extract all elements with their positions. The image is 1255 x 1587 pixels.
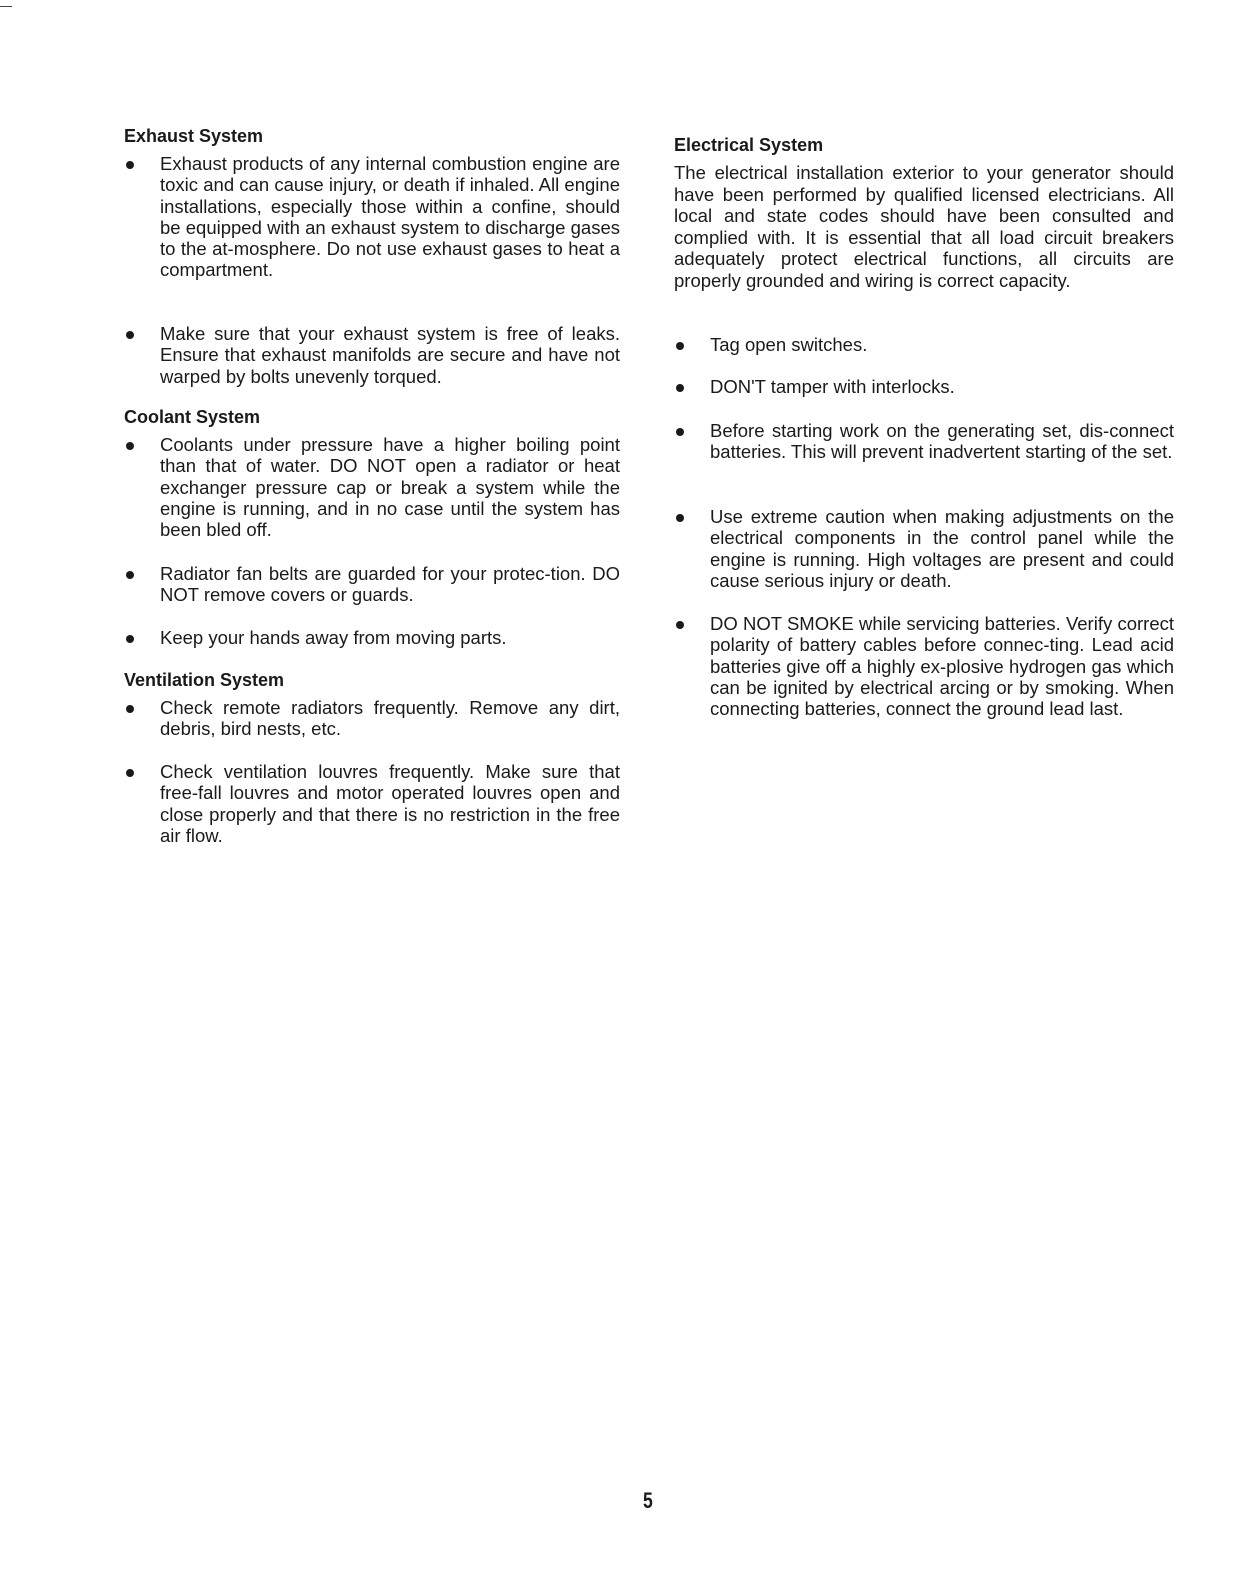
ventilation-bullet-2-text: Check ventilation louvres frequently. Make sure that free-fall louvres and motor operated louvres open and close properly and that there is no restriction in the free air flow.	[160, 761, 620, 846]
page-number: 5	[643, 1488, 653, 1513]
bullet-icon	[676, 428, 684, 436]
exhaust-bullet-2	[124, 323, 620, 387]
electrical-bullet-1	[674, 334, 1174, 355]
electrical-system-heading: Electrical System	[674, 135, 824, 155]
bullet-icon	[676, 342, 684, 350]
electrical-bullet-2	[674, 376, 1174, 397]
electrical-bullet-2-text: DON'T tamper with interlocks.	[710, 376, 955, 397]
electrical-bullet-5	[674, 613, 1174, 719]
coolant-bullet-3	[124, 627, 620, 648]
coolant-bullet-2-text: Radiator fan belts are guarded for your protec-tion. DO NOT remove covers or guards.	[160, 563, 620, 606]
bullet-icon	[126, 769, 134, 777]
bullet-icon	[676, 514, 684, 522]
electrical-bullet-1-text: Tag open switches.	[710, 334, 868, 355]
coolant-bullet-1	[124, 434, 620, 540]
bullet-icon	[126, 705, 134, 713]
bullet-icon	[126, 571, 134, 579]
coolant-bullet-1-text: Coolants under pressure have a higher boiling point than that of water. DO NOT open a radiator or heat exchanger pressure cap or break a system while the engine is running, and in no case until the system has been bled off.	[160, 434, 620, 541]
bullet-icon	[126, 635, 134, 643]
ventilation-bullet-1-text: Check remote radiators frequently. Remove any dirt, debris, bird nests, etc.	[160, 697, 620, 740]
bullet-icon	[126, 442, 134, 450]
bullet-icon	[126, 161, 134, 169]
bullet-icon	[676, 621, 684, 629]
bullet-icon	[676, 384, 684, 392]
ventilation-bullet-2	[124, 761, 620, 846]
exhaust-bullet-1-text: Exhaust products of any internal combustion engine are toxic and can cause injury, or death if inhaled. All engine installations, especially those within a confine, should be equipped with an exhaust system to discharge gases to the at-mosphere. Do not use exhaust gases to heat a compartment.	[160, 153, 620, 281]
ventilation-bullet-1	[124, 697, 620, 740]
electrical-bullet-5-text: DO NOT SMOKE while servicing batteries. Verify correct polarity of battery cables before connec-ting. Lead acid batteries give off a highly ex-plosive hydrogen gas which can be ignited by electrical arcing or by smoking. When connecting batteries, connect the ground lead last.	[710, 613, 1174, 720]
electrical-bullet-4-text: Use extreme caution when making adjustments on the electrical components in the control panel while the engine is running. High voltages are present and could cause serious injury or death.	[710, 506, 1174, 591]
electrical-bullet-4	[674, 506, 1174, 591]
electrical-intro-paragraph: The electrical installation exterior to your generator should have been performed by qualified licensed electricians. All local and state codes should have been consulted and complied with. It is essential that all load circuit breakers adequately protect electrical functions, all circuits are properly grounded and wiring is correct capacity.	[674, 162, 1174, 291]
coolant-bullet-3-text: Keep your hands away from moving parts.	[160, 627, 507, 648]
electrical-bullet-3-text: Before starting work on the generating set, dis-connect batteries. This will prevent inadvertent starting of the set.	[710, 420, 1174, 463]
coolant-system-heading: Coolant System	[124, 407, 261, 427]
bullet-icon	[126, 331, 134, 339]
exhaust-bullet-1	[124, 153, 620, 281]
electrical-bullet-3	[674, 420, 1174, 463]
page-corner-mark	[0, 6, 12, 7]
exhaust-system-heading: Exhaust System	[124, 126, 264, 146]
ventilation-system-heading: Ventilation System	[124, 670, 285, 690]
coolant-bullet-2	[124, 563, 620, 606]
exhaust-bullet-2-text: Make sure that your exhaust system is free of leaks. Ensure that exhaust manifolds are secure and have not warped by bolts unevenly torqued.	[160, 323, 620, 387]
